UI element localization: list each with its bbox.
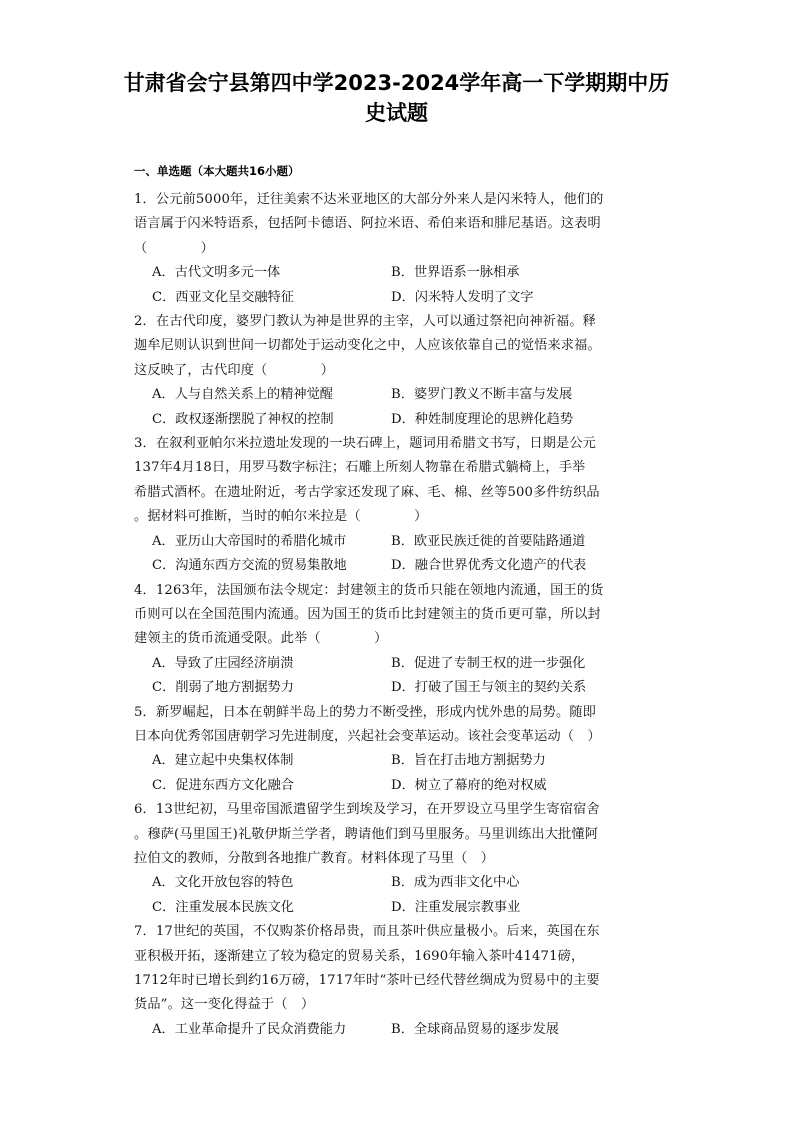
answer-option: D．闪米特人发明了文字 [391, 289, 534, 305]
answer-option: C．沟通东西方交流的贸易集散地 [152, 558, 347, 574]
answer-option: A．古代文明多元一体 [152, 265, 281, 281]
answer-option: A．导致了庄园经济崩溃 [152, 655, 294, 671]
question-stem-line: 。据材料可推断，当时的帕尔米拉是（ ） [134, 509, 428, 525]
question-stem-line: 7．17世纪的英国，不仅购茶价格昂贵，而且茶叶供应量极小。后来，英国在东 [134, 924, 600, 940]
question-6 [134, 798, 669, 920]
answer-option: A．工业革命提升了民众消费能力 [152, 1021, 347, 1037]
option-row [134, 383, 669, 407]
question-stem-line: 亚积极开拓，逐渐建立了较为稳定的贸易关系，1690年输入茶叶41471磅， [134, 948, 585, 964]
answer-option: D．融合世界优秀文化遗产的代表 [391, 558, 587, 574]
question-stem-line: 建领主的货币流通受限。此举（ ） [134, 631, 388, 647]
option-row [134, 871, 669, 895]
question-stem-line: 6．13世纪初，马里帝国派遣留学生到埃及学习，在开罗设立马里学生寄宿宿舍 [134, 802, 600, 818]
option-row [134, 554, 669, 578]
option-row [134, 286, 669, 310]
question-7 [134, 920, 669, 1042]
answer-option: D．注重发展宗教事业 [391, 899, 521, 915]
question-4 [134, 579, 669, 701]
answer-option: C．促进东西方文化融合 [152, 777, 294, 793]
question-stem-line: 这反映了，古代印度（ ） [134, 362, 335, 378]
question-stem-line: 迦牟尼则认识到世间一切都处于运动变化之中，人应该依靠自己的觉悟来求福。 [134, 338, 601, 354]
answer-option: C．西亚文化呈交融特征 [152, 289, 294, 305]
option-row [134, 896, 669, 920]
option-row [134, 652, 669, 676]
question-stem-line: 希腊式酒杯。在遗址附近，考古学家还发现了麻、毛、棉、丝等500多件纺织品 [134, 484, 600, 500]
question-stem-line: 4．1263年，法国颁布法令规定：封建领主的货币只能在领地内流通，国王的货 [134, 582, 604, 598]
answer-option: A．人与自然关系上的精神觉醒 [152, 387, 333, 403]
question-stem-line: 语言属于闪米特语系，包括阿卡德语、阿拉米语、希伯来语和腓尼基语。这表明 [134, 216, 601, 232]
question-stem-line: 。穆萨(马里国王)礼敬伊斯兰学者，聘请他们到马里服务。马里训练出大批懂阿 [134, 826, 599, 842]
answer-option: B．成为西非文化中心 [391, 875, 520, 891]
question-stem-line: 拉伯文的教师，分散到各地推广教育。材料体现了马里（ ） [134, 850, 495, 866]
answer-option: B．促进了专制王权的进一步强化 [391, 655, 586, 671]
question-stem-line: 货品”。这一变化得益于（ ） [134, 997, 315, 1013]
question-stem-line: 币则可以在全国范围内流通。因为国王的货币比封建领主的货币更可靠，所以封 [134, 606, 601, 622]
answer-option: D．树立了幕府的绝对权威 [391, 777, 547, 793]
answer-option: B．欧亚民族迁徙的首要陆路通道 [391, 533, 586, 549]
answer-option: C．注重发展本民族文化 [152, 899, 294, 915]
question-2 [134, 310, 669, 432]
question-stem-line: 1712年时已增长到约16万磅，1717年时“茶叶已经代替丝绸成为贸易中的主要 [134, 973, 600, 988]
answer-option: B．婆罗门教义不断丰富与发展 [391, 387, 573, 403]
question-stem-line: 日本向优秀邻国唐朝学习先进制度，兴起社会变革运动。该社会变革运动（ ） [134, 728, 601, 744]
option-row [134, 774, 669, 798]
question-stem-line: （ ） [134, 240, 215, 256]
question-1 [134, 188, 669, 310]
question-5 [134, 701, 669, 799]
question-3 [134, 432, 669, 578]
question-list [134, 188, 669, 1042]
answer-option: B．世界语系一脉相承 [391, 265, 520, 281]
option-row [134, 530, 669, 554]
option-row [134, 749, 669, 773]
answer-option: A．亚历山大帝国时的希腊化城市 [152, 533, 347, 549]
section-heading: 一、单选题（本大题共16小题） [134, 164, 300, 178]
question-stem-line: 2．在古代印度，婆罗门教认为神是世界的主宰，人可以通过祭祀向神祈福。释 [134, 314, 597, 330]
question-stem-line: 3．在叙利亚帕尔米拉遗址发现的一块石碑上，题词用希腊文书写，日期是公元 [134, 436, 597, 452]
answer-option: C．削弱了地方割据势力 [152, 680, 294, 696]
question-stem-line: 1．公元前5000年，迁往美索不达米亚地区的大部分外来人是闪米特人，他们的 [134, 192, 604, 207]
answer-option: D．打破了国王与领主的契约关系 [391, 680, 587, 696]
answer-option: D．种姓制度理论的思辨化趋势 [391, 411, 574, 427]
option-row [134, 676, 669, 700]
question-stem-line: 5．新罗崛起，日本在朝鲜半岛上的势力不断受挫，形成内忧外患的局势。随即 [134, 704, 597, 720]
answer-option: C．政权逐渐摆脱了神权的控制 [152, 411, 334, 427]
option-row [134, 408, 669, 432]
answer-option: B．全球商品贸易的逐步发展 [391, 1021, 559, 1037]
title-line-2: 史试题 [365, 101, 428, 125]
answer-option: A．文化开放包容的特色 [152, 875, 294, 891]
option-row [134, 1018, 669, 1042]
question-stem-line: 137年4月18日，用罗马数字标注；石雕上所刻人物靠在希腊式躺椅上，手举 [134, 460, 586, 476]
option-row [134, 261, 669, 285]
document-title [100, 68, 693, 128]
answer-option: A．建立起中央集权体制 [152, 753, 294, 769]
title-line-1: 甘肃省会宁县第四中学2023-2024学年高一下学期期中历 [123, 71, 670, 95]
answer-option: B．旨在打击地方割据势力 [391, 753, 546, 769]
